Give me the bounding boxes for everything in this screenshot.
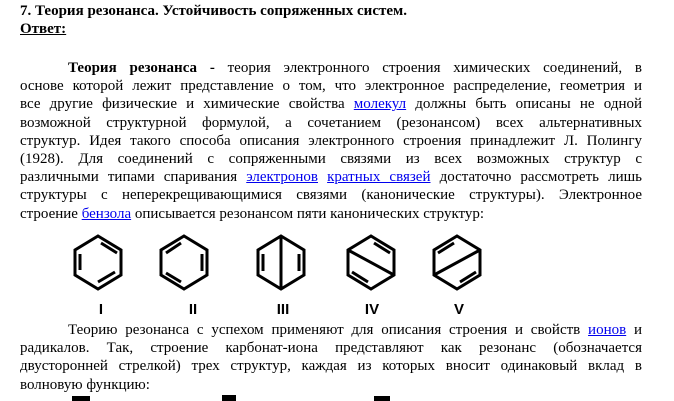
link-ions[interactable]: ионов bbox=[588, 322, 627, 338]
paragraph-line: структур. Идея такого способа описания электронного строения принадлежит Л. Полингу bbox=[20, 132, 642, 149]
structure-v-diagram bbox=[434, 236, 480, 289]
line-text: должны быть описаны не одной bbox=[406, 96, 643, 113]
structure-label: III bbox=[276, 301, 290, 318]
link-electrons[interactable]: электронов bbox=[246, 169, 318, 186]
paragraph-line: возможной структурной формулой, а сочетанием (резонансом) всех альтернативных bbox=[20, 114, 642, 131]
link-multiple-bonds[interactable]: кратных связей bbox=[327, 169, 431, 186]
link-molecules[interactable]: молекул bbox=[353, 96, 407, 113]
structure-ii-diagram bbox=[161, 236, 207, 289]
carbonate-paragraph bbox=[20, 321, 642, 394]
structure-iv-diagram bbox=[348, 236, 394, 289]
paragraph-line bbox=[20, 205, 642, 223]
paragraph-line: радикалов. Так, строение карбонат-иона представляют как резонанс (обозначается bbox=[20, 340, 642, 357]
resonance-paragraph bbox=[20, 59, 642, 223]
line-text: теория электронного строения химических соединений, в bbox=[214, 60, 642, 76]
structure-i-diagram bbox=[75, 236, 121, 289]
line-text: все другие физические и химические свойства bbox=[20, 96, 354, 113]
paragraph-line: (1928). Для соединений с сопряженными связями из всех возможных структур с bbox=[20, 151, 642, 168]
paragraph-line bbox=[20, 95, 642, 113]
line-text: достаточно рассмотреть лишь bbox=[430, 169, 642, 186]
line-text: описывается резонансом пяти канонических структур: bbox=[131, 205, 485, 222]
carbonate-structures-partial bbox=[0, 392, 674, 401]
line-text: различными типами спаривания bbox=[20, 169, 247, 186]
structure-iii-diagram bbox=[258, 236, 304, 289]
paragraph-line: структуры с неперекрещивающимися связями (канонические структуры). Электронное bbox=[20, 187, 642, 204]
paragraph-line bbox=[20, 168, 642, 186]
link-benzene[interactable]: бензола bbox=[81, 205, 132, 222]
structure-label: I bbox=[98, 301, 104, 318]
paragraph-line: двусторонней стрелкой) трех структур, каждая из которых вносит одинаковый вклад в bbox=[20, 358, 642, 375]
structure-label: IV bbox=[364, 301, 380, 318]
paragraph-line bbox=[20, 321, 642, 339]
line-text bbox=[318, 169, 327, 185]
line-text: Теорию резонанса с успехом применяют для описания строения и свойств bbox=[68, 322, 589, 338]
line-text: и bbox=[626, 322, 642, 338]
answer-label: Ответ: bbox=[20, 21, 67, 37]
paragraph-line: основе которой лежит представление о том, что электронное распределение, геометрия и bbox=[20, 78, 642, 95]
term-resonance-theory: Теория резонанса - bbox=[68, 60, 215, 76]
line-text: строение bbox=[20, 205, 82, 222]
structure-label: V bbox=[453, 301, 465, 318]
benzene-canonical-structures bbox=[0, 228, 674, 320]
paragraph-line bbox=[20, 59, 642, 77]
section-heading: 7. Теория резонанса. Устойчивость сопряженных систем. bbox=[20, 3, 407, 19]
structure-label: II bbox=[188, 301, 198, 318]
paragraph-line: волновую функцию: bbox=[20, 376, 150, 393]
